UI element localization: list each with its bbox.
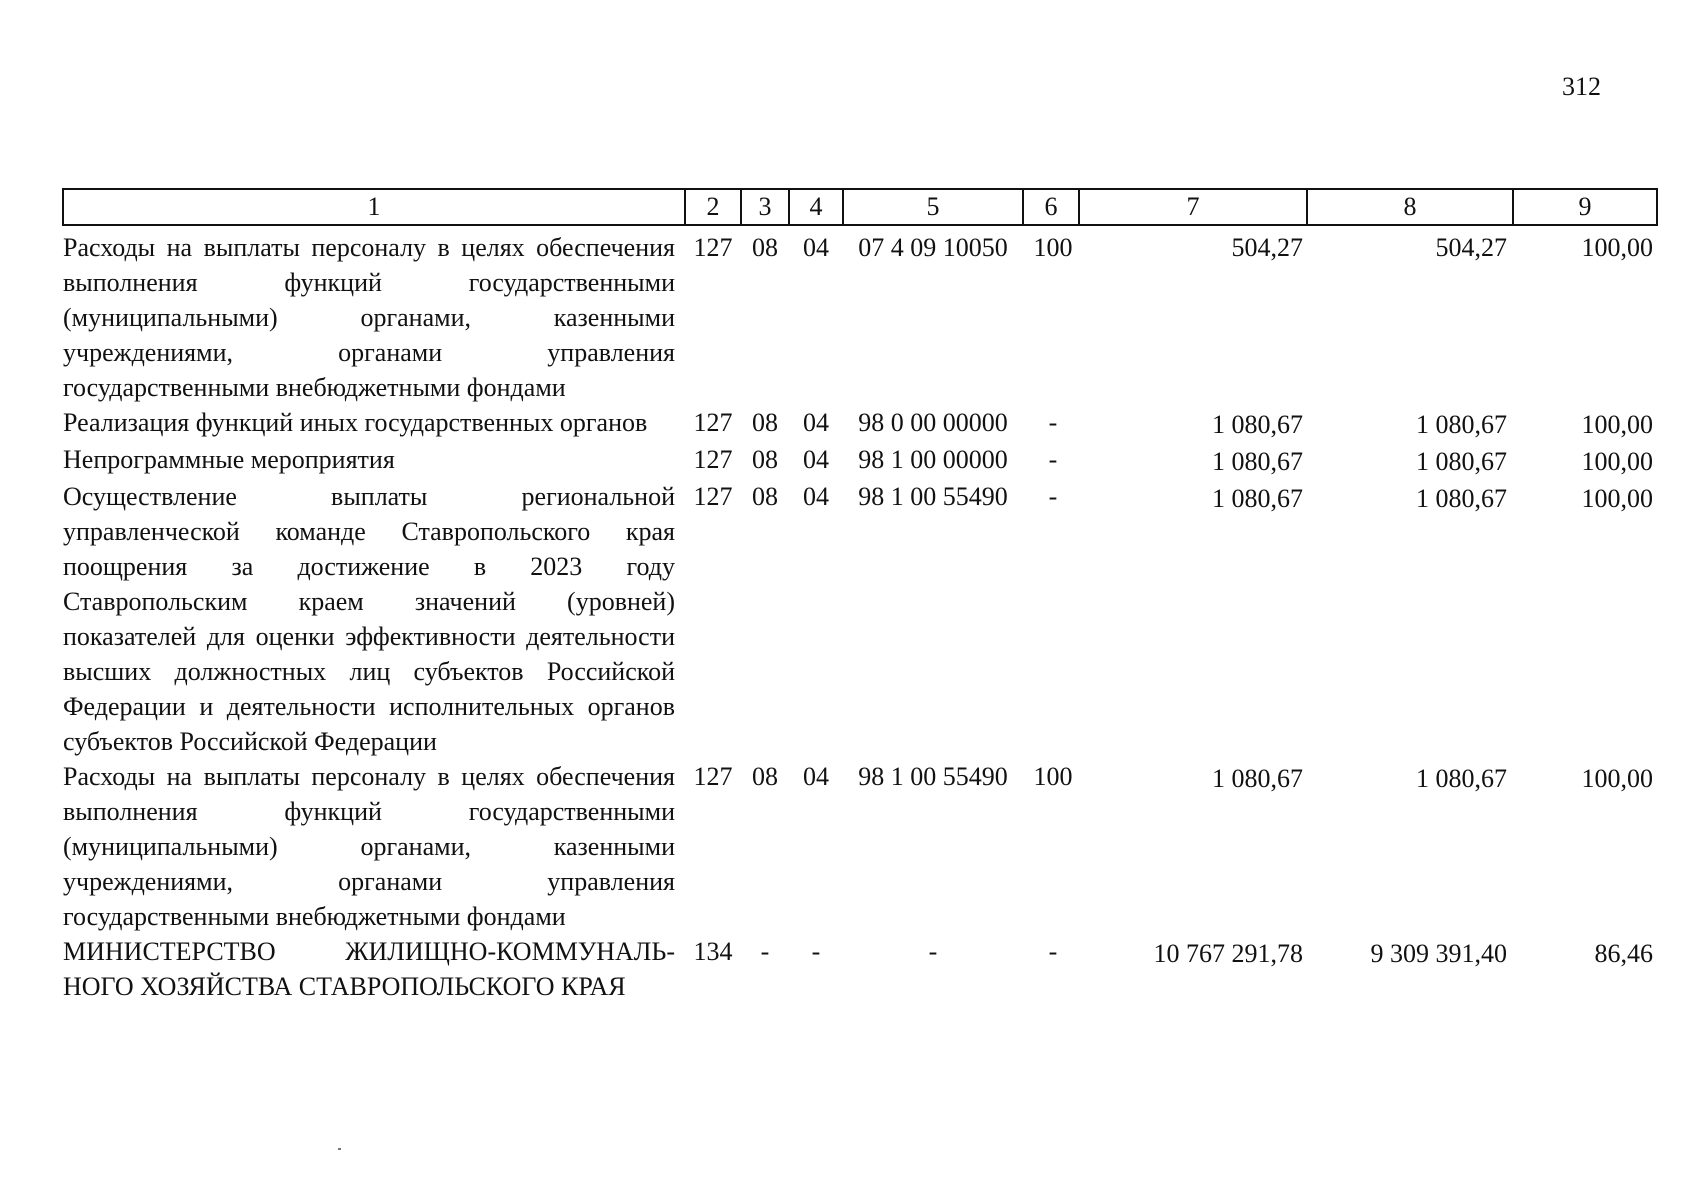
cell-col7: 1 080,67 [1212, 484, 1303, 513]
cell-col6: 100 [1033, 233, 1073, 262]
cell-col9: 100,00 [1581, 233, 1653, 262]
cell-col5: 98 1 00 55490 [858, 762, 1008, 791]
cell-col2: 127 [693, 408, 733, 437]
cell-col3: 08 [752, 482, 778, 511]
row-name: МИНИСТЕРСТВО ЖИЛИЩНО-КОММУНАЛЬ-НОГО ХОЗЯЙСТВА СТАВРОПОЛЬСКОГО КРАЯ [63, 937, 675, 1001]
cell-col5: 98 0 00 00000 [858, 408, 1008, 437]
cell-col6: 100 [1033, 762, 1073, 791]
cell-col8: 1 080,67 [1416, 484, 1507, 513]
row-name: Осуществление выплаты региональной управленческой команде Ставропольского края поощрения за достижение в 2023 году Ставропольским краем значений (уровней) показателей для оценки эффективности деятельности высших должностных лиц субъектов Российской Федерации и деятельности исполнительных органов субъектов Российской Федерации [63, 482, 675, 756]
table-row [63, 934, 1657, 1004]
cell-col4: - [811, 937, 821, 966]
scan-artifact [338, 1148, 341, 1150]
cell-col2: 134 [693, 937, 733, 966]
row-name: Непрограммные мероприятия [63, 445, 395, 474]
cell-col3: 08 [752, 233, 778, 262]
column-header-4: 4 [789, 189, 843, 225]
table-row [63, 405, 1657, 442]
column-header-1: 1 [63, 189, 685, 225]
cell-col7: 10 767 291,78 [1153, 939, 1303, 968]
cell-col3: 08 [752, 762, 778, 791]
cell-col6: - [1048, 937, 1058, 966]
cell-col9: 86,46 [1594, 939, 1653, 968]
cell-col5: - [928, 937, 938, 966]
cell-col8: 1 080,67 [1416, 764, 1507, 793]
cell-col7: 1 080,67 [1212, 764, 1303, 793]
cell-col3: 08 [752, 445, 778, 474]
cell-col4: 04 [803, 445, 829, 474]
cell-col8: 1 080,67 [1416, 410, 1507, 439]
cell-col4: 04 [803, 408, 829, 437]
cell-col2: 127 [693, 445, 733, 474]
cell-col9: 100,00 [1581, 484, 1653, 513]
cell-col4: 04 [803, 233, 829, 262]
table-row [63, 225, 1657, 405]
cell-col5: 98 1 00 00000 [858, 445, 1008, 474]
cell-col2: 127 [693, 233, 733, 262]
cell-col6: - [1048, 445, 1058, 474]
column-header-9: 9 [1513, 189, 1657, 225]
cell-col9: 100,00 [1581, 410, 1653, 439]
cell-col7: 1 080,67 [1212, 447, 1303, 476]
column-header-3: 3 [741, 189, 789, 225]
table-header-row [63, 189, 1657, 225]
cell-col8: 1 080,67 [1416, 447, 1507, 476]
cell-col7: 504,27 [1231, 233, 1303, 262]
cell-col9: 100,00 [1581, 764, 1653, 793]
cell-col4: 04 [803, 762, 829, 791]
cell-col6: - [1048, 408, 1058, 437]
row-name: Реализация функций иных государственных органов [63, 408, 648, 437]
cell-col5: 07 4 09 10050 [858, 233, 1008, 262]
page-number: 312 [1562, 72, 1601, 101]
column-header-5: 5 [843, 189, 1023, 225]
column-header-2: 2 [685, 189, 741, 225]
cell-col4: 04 [803, 482, 829, 511]
table-row [63, 759, 1657, 934]
column-header-8: 8 [1307, 189, 1513, 225]
column-header-7: 7 [1079, 189, 1307, 225]
cell-col8: 9 309 391,40 [1370, 939, 1507, 968]
column-header-6: 6 [1023, 189, 1079, 225]
cell-col8: 504,27 [1435, 233, 1507, 262]
table-row [63, 442, 1657, 479]
table-row [63, 479, 1657, 759]
cell-col5: 98 1 00 55490 [858, 482, 1008, 511]
cell-col2: 127 [693, 762, 733, 791]
row-name: Расходы на выплаты персоналу в целях обеспечения выполнения функций государственными (муниципальными) органами, казенными учреждениями, органами управления государственными внебюджетными фондами [63, 233, 675, 402]
cell-col3: - [760, 937, 770, 966]
cell-col6: - [1048, 482, 1058, 511]
row-name: Расходы на выплаты персоналу в целях обеспечения выполнения функций государственными (муниципальными) органами, казенными учреждениями, органами управления государственными внебюджетными фондами [63, 762, 675, 931]
cell-col9: 100,00 [1581, 447, 1653, 476]
cell-col2: 127 [693, 482, 733, 511]
cell-col7: 1 080,67 [1212, 410, 1303, 439]
budget-table [62, 188, 1658, 1004]
cell-col3: 08 [752, 408, 778, 437]
